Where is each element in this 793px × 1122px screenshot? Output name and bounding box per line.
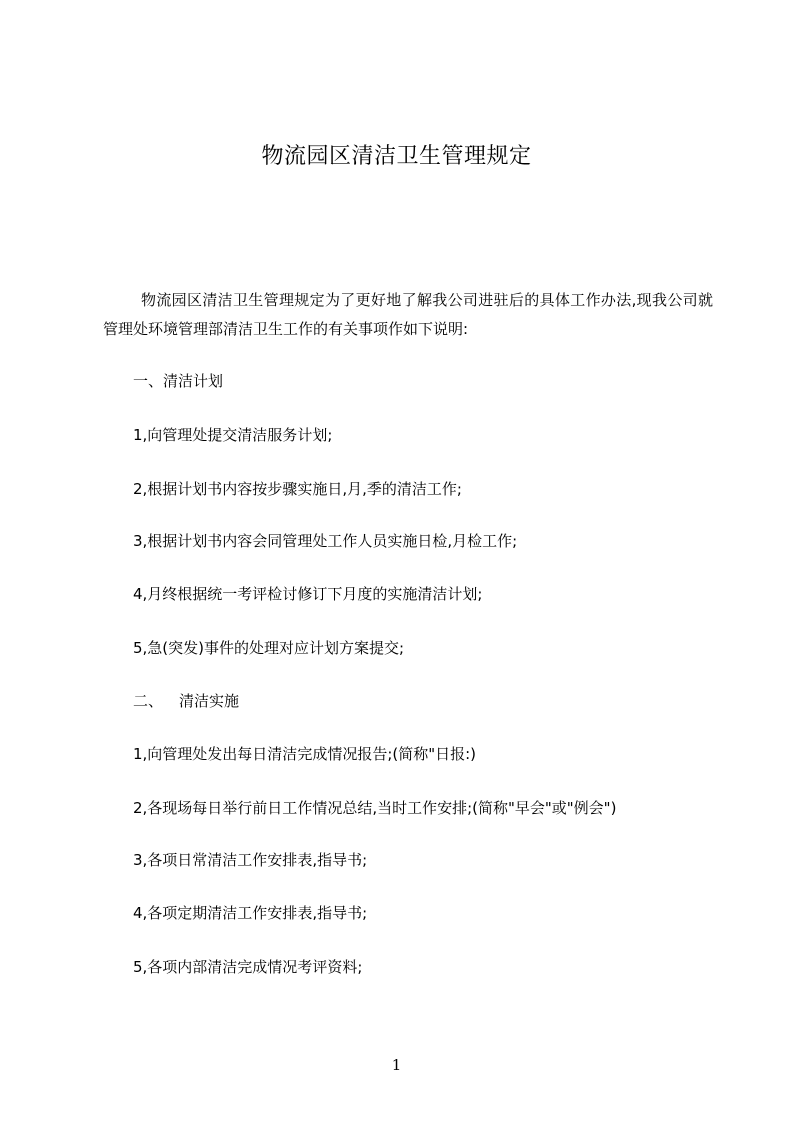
intro-paragraph: 物流园区清洁卫生管理规定为了更好地了解我公司进驻后的具体工作办法,现我公司就管理处环境管理部清洁卫生工作的有关事项作如下说明: xyxy=(103,291,713,338)
section-heading-prefix: 二、 xyxy=(133,692,164,710)
document-title: 物流园区清洁卫生管理规定 xyxy=(261,144,532,169)
plan-item-4: 4,月终根据统一考评检讨修订下月度的实施清洁计划; xyxy=(133,585,483,603)
page-number: 1 xyxy=(391,1056,402,1074)
implementation-item-5: 5,各项内部清洁完成情况考评资料; xyxy=(133,958,363,976)
implementation-item-3: 3,各项日常清洁工作安排表,指导书; xyxy=(133,851,368,869)
plan-item-5: 5,急(突发)事件的处理对应计划方案提交; xyxy=(133,639,405,657)
plan-item-1: 1,向管理处提交清洁服务计划; xyxy=(133,426,333,444)
implementation-item-4: 4,各项定期清洁工作安排表,指导书; xyxy=(133,904,368,922)
implementation-item-2: 2,各现场每日举行前日工作情况总结,当时工作安排;(简称"早会"或"例会") xyxy=(133,799,617,817)
implementation-item-1: 1,向管理处发出每日清洁完成情况报告;(简称"日报:) xyxy=(133,745,477,763)
plan-item-2: 2,根据计划书内容按步骤实施日,月,季的清洁工作; xyxy=(133,480,462,498)
section-heading-text: 清洁实施 xyxy=(179,692,240,710)
section-heading-implementation xyxy=(133,690,239,712)
section-heading-plan: 一、清洁计划 xyxy=(133,372,224,390)
plan-item-3: 3,根据计划书内容会同管理处工作人员实施日检,月检工作; xyxy=(133,532,518,550)
